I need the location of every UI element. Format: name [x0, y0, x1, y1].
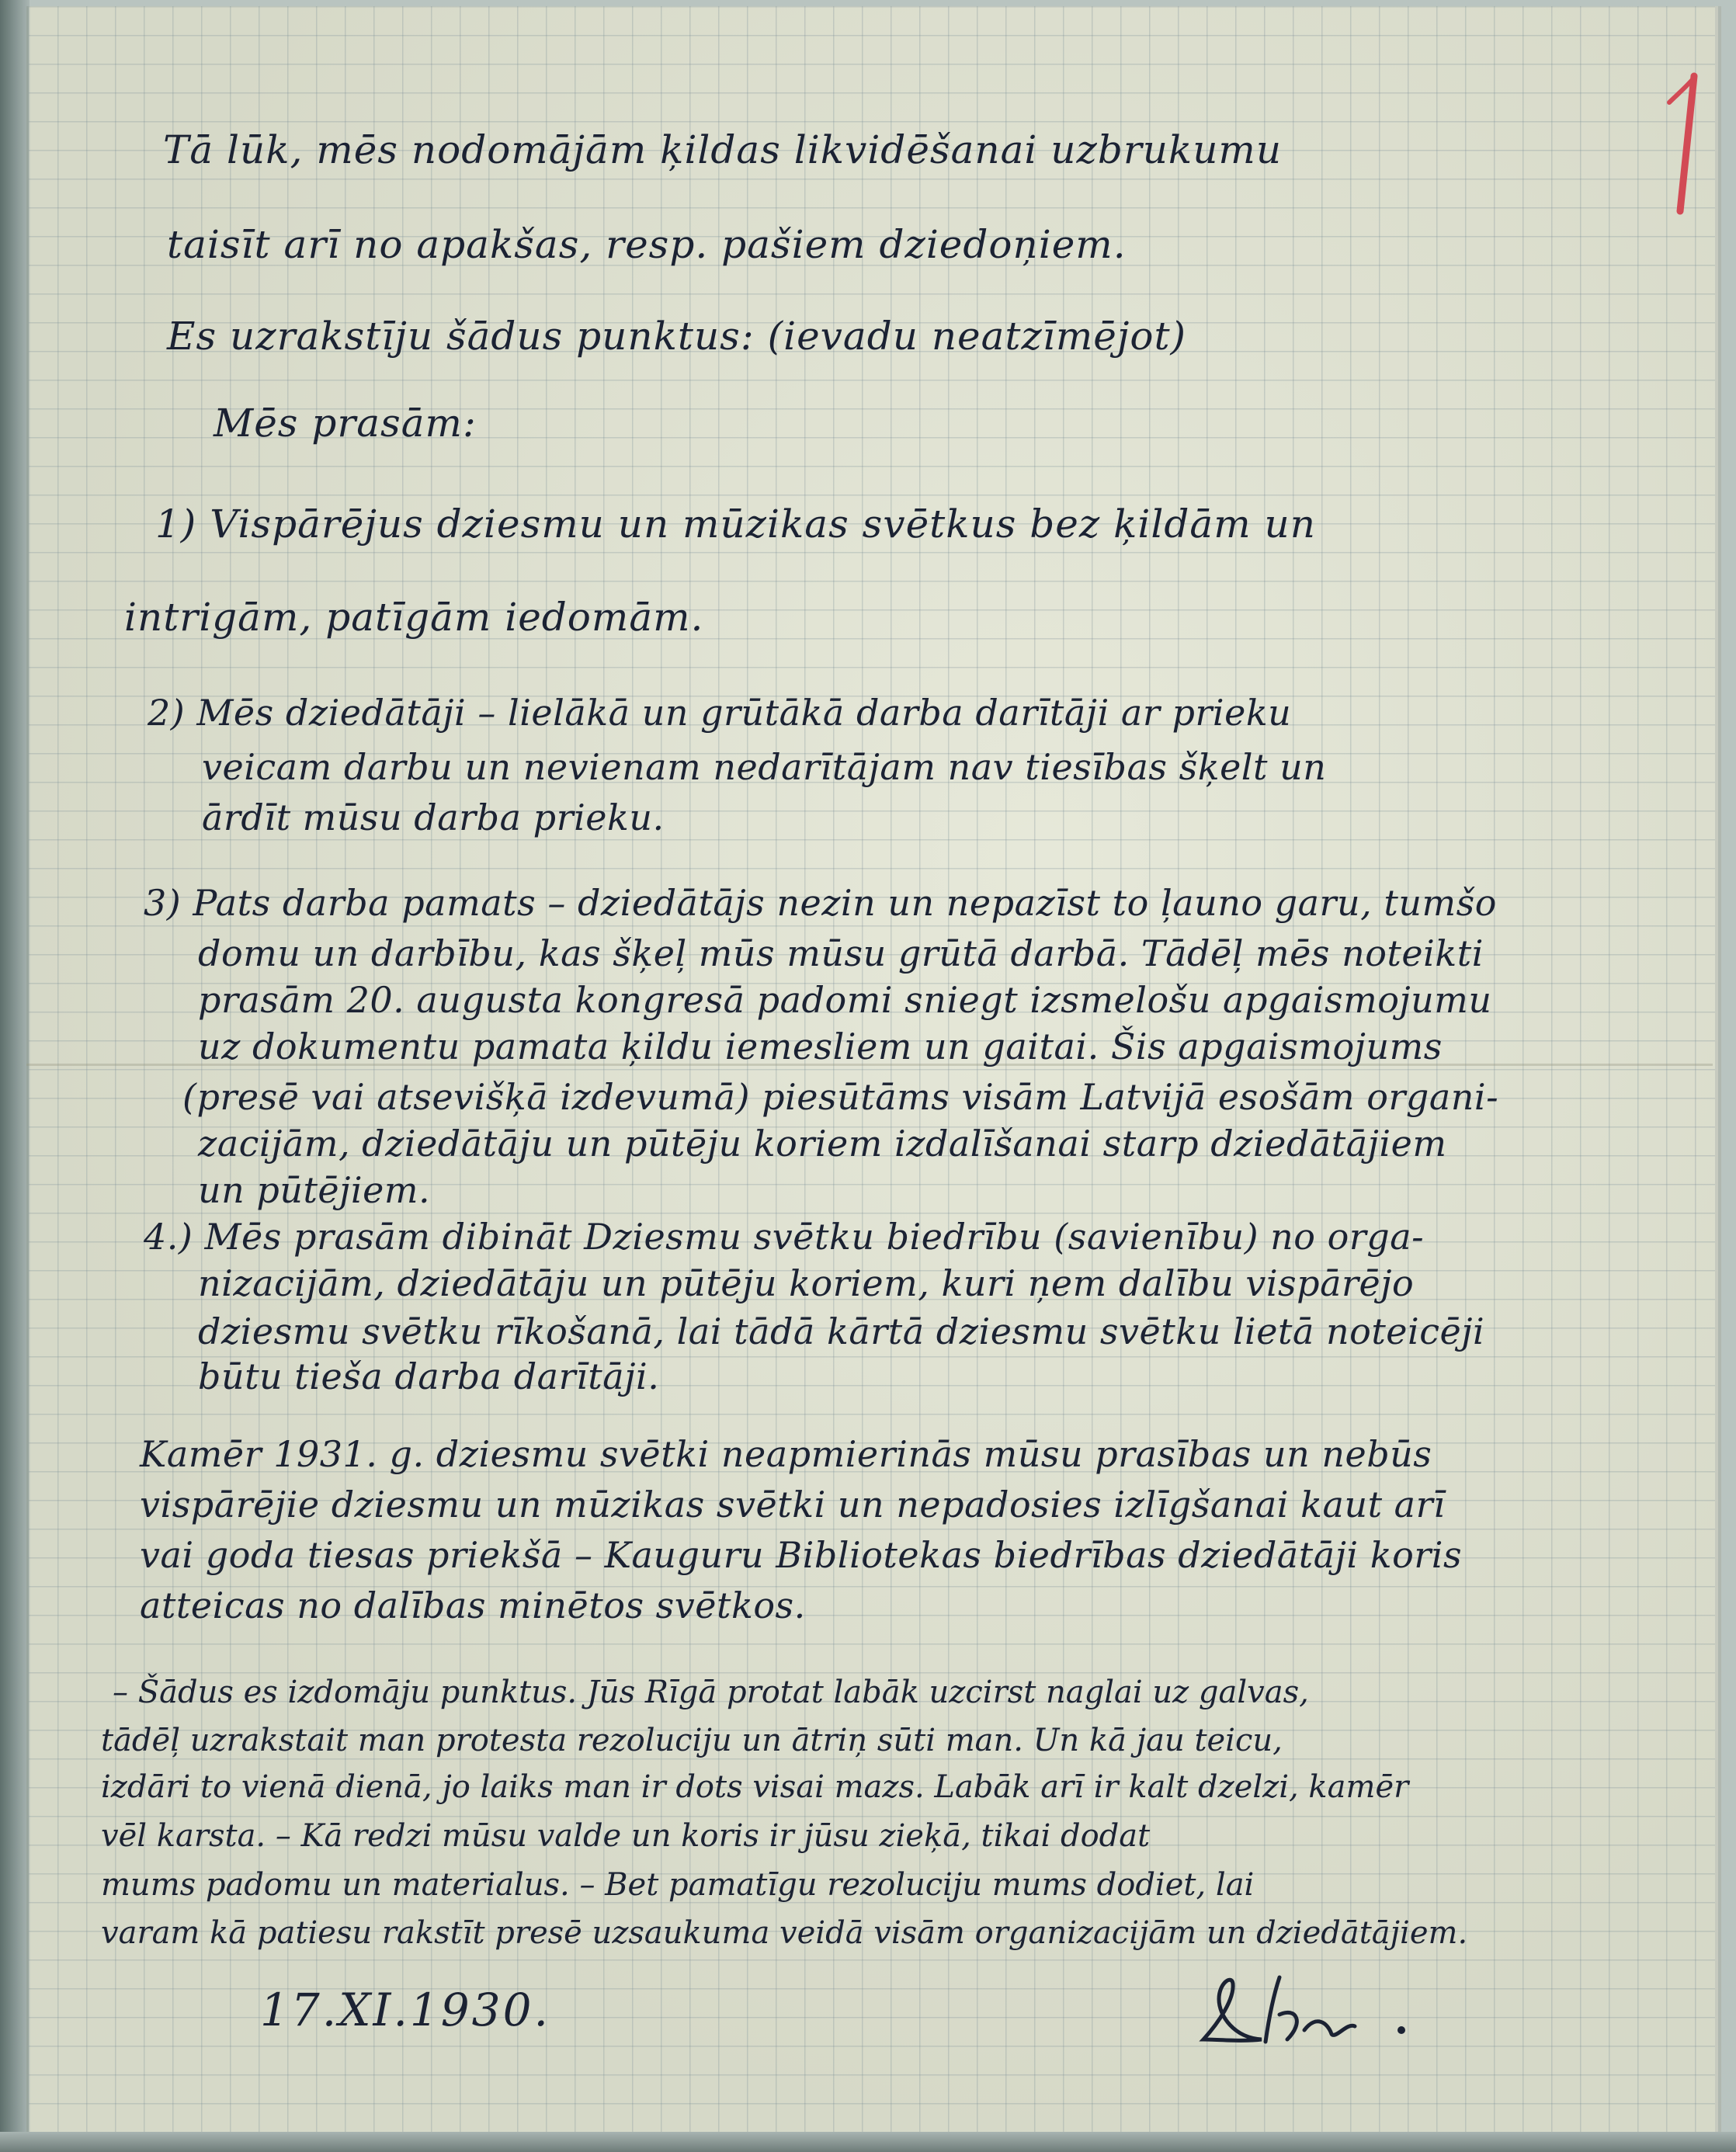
text-line: prasām 20. augusta kongresā padomi sniegt izsmelošu apgaismojumu: [198, 979, 1492, 1021]
letter-date: 17.XI.1930.: [260, 1984, 550, 2036]
text-line: un pūtējiem.: [198, 1169, 431, 1211]
text-line: Mēs prasām:: [214, 401, 477, 446]
text-line: 2) Mēs dziedātāji – lielākā un grūtākā darba darītāji ar prieku: [148, 692, 1292, 734]
text-line: dziesmu svētku rīkošanā, lai tādā kārtā dziesmu svētku lietā noteicēji: [198, 1310, 1485, 1352]
text-line: mums padomu un materialus. – Bet pamatīgu rezoluciju mums dodiet, lai: [101, 1867, 1255, 1903]
text-line: veicam darbu un nevienam nedarītājam nav tiesības šķelt un: [202, 746, 1327, 788]
text-line: atteicas no dalības minētos svētkos.: [140, 1584, 806, 1626]
text-line: būtu tieša darba darītāji.: [198, 1355, 660, 1397]
text-line: taisīt arī no apakšas, resp. pašiem dziedoņiem.: [167, 222, 1127, 267]
text-line: Kamēr 1931. g. dziesmu svētki neapmierinās mūsu prasības un nebūs: [140, 1433, 1432, 1475]
text-line: 4.) Mēs prasām dibināt Dziesmu svētku biedrību (savienību) no orga-: [144, 1216, 1425, 1258]
scan-edge-bottom: [0, 2132, 1736, 2152]
text-line: ārdīt mūsu darba prieku.: [202, 797, 665, 838]
text-line: Tā lūk, mēs nodomājām ķildas likvidēšanai uzbrukumu: [163, 127, 1283, 172]
text-line: domu un darbību, kas šķeļ mūs mūsu grūtā darbā. Tādēļ mēs noteikti: [198, 932, 1484, 974]
text-line: – Šādus es izdomāju punktus. Jūs Rīgā protat labāk uzcirst naglai uz galvas,: [113, 1675, 1309, 1710]
text-line: uz dokumentu pamata ķildu iemesliem un gaitai. Šis apgaismojums: [198, 1026, 1443, 1067]
text-line: (presē vai atsevišķā izdevumā) piesūtāms visām Latvijā esošām organi-: [182, 1076, 1499, 1118]
scan-edge: [0, 0, 30, 2152]
text-line: 1) Vispārējus dziesmu un mūzikas svētkus bez ķildām un: [155, 502, 1316, 547]
text-line: tādēļ uzrakstait man protesta rezoluciju un ātriņ sūti man. Un kā jau teicu,: [101, 1723, 1283, 1758]
text-line: vēl karsta. – Kā redzi mūsu valde un koris ir jūsu zieķā, tikai dodat: [101, 1818, 1151, 1854]
text-line: nizacijām, dziedātāju un pūtēju koriem, kuri ņem dalību vispārējo: [198, 1262, 1415, 1304]
text-line: Es uzrakstīju šādus punktus: (ievadu neatzīmējot): [167, 314, 1187, 359]
text-line: zacijām, dziedātāju un pūtēju koriem izdalīšanai starp dziedātājiem: [198, 1123, 1447, 1165]
text-line: vispārējie dziesmu un mūzikas svētki un nepadosies izlīgšanai kaut arī: [140, 1484, 1446, 1525]
page-number-mark: [1646, 71, 1716, 219]
text-line: izdāri to vienā dienā, jo laiks man ir dots visai mazs. Labāk arī ir kalt dzelzi, kamēr: [101, 1769, 1409, 1805]
text-line: 3) Pats darba pamats – dziedātājs nezin un nepazīst to ļauno garu, tumšo: [144, 882, 1497, 924]
text-line: varam kā patiesu rakstīt presē uzsaukuma veidā visām organizacijām un dziedātājiem.: [101, 1915, 1468, 1951]
text-line: intrigām, patīgām iedomām.: [124, 595, 704, 640]
handwritten-signature: [1188, 1968, 1421, 2053]
text-line: vai goda tiesas priekšā – Kauguru Bibliotekas biedrības dziedātāji koris: [140, 1534, 1463, 1576]
